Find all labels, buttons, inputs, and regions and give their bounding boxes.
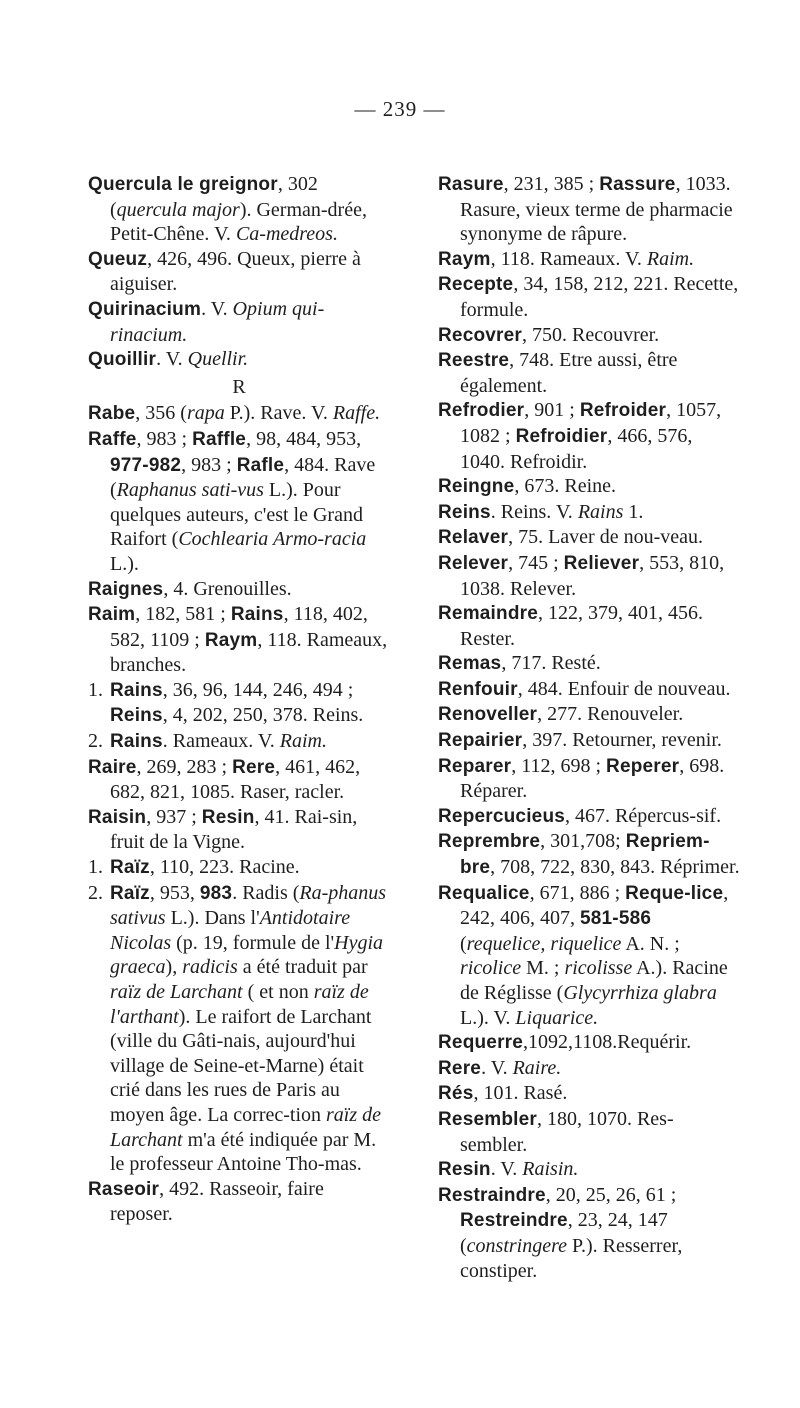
entry-text: , 466, 576, 1040. Refroidir. [460,424,693,473]
headword: Requerre [438,1032,524,1054]
entry-text: , 983 ; [136,427,193,450]
entry-text: , 698. Réparer. [460,754,725,803]
entry-text: , 269, 283 ; [136,755,233,778]
headword: Requalice [438,882,530,904]
entry-text: . V. [481,1056,513,1079]
dictionary-entry [438,651,740,677]
italic-text: Ca-medreos. [235,223,338,246]
entry-text: , 182, 581 ; [135,603,231,626]
entry-text: , 118, 402, 582, 1109 ; [110,603,368,651]
headword: 977-982 [110,454,182,476]
entry-text: (p. 19, formule de l' [171,931,335,954]
entry-text: , 426, 496. Queux, pierre à aiguiser. [110,247,361,296]
italic-text: quercula major [116,198,240,221]
italic-text: raïz de Larchant [110,1103,382,1151]
entry-text: L.). Dans l' [165,907,260,930]
headword: Reque-lice [625,882,724,904]
entry-text: . Reins. V. [490,500,578,523]
headword: Reins [438,501,491,523]
headword: Raisin [88,806,147,828]
entry-text: L.). Pour quelques auteurs, c'est le Grand Raifort ( [110,479,363,551]
entry-text: ( et non [242,981,314,1003]
italic-text: Rains [577,500,624,523]
headword: Queuz [88,248,148,270]
dictionary-entry [438,677,740,703]
italic-text: Raphanus sati-vus [116,479,264,502]
headword: Rains [110,731,163,753]
headword: Recepte [438,274,514,296]
dictionary-entry [438,754,740,804]
dictionary-entry [438,702,740,728]
entry-text: , 98, 484, 953, [246,427,362,450]
headword: Raffle [192,428,247,450]
entry-text: , 101. Rasé. [473,1082,568,1105]
entry-text: , 34, 158, 212, 221. Recette, formule. [460,273,739,321]
entry-text: P.). Rave. V. [224,402,333,425]
headword: Raseoir [88,1178,160,1200]
dictionary-entry [438,829,740,880]
entry-text: ). German-drée, Petit-Chêne. V. [110,198,367,246]
dictionary-entry [438,601,740,651]
italic-text: raïz de Larchant [110,981,243,1003]
dictionary-entry [438,500,740,526]
entry-text: , 901 ; [524,399,580,422]
headword: Reins [110,705,163,727]
dictionary-entry [88,729,390,755]
headword: Raïz [110,857,150,879]
entry-text: , 122, 379, 401, 456. Rester. [460,602,704,650]
headword: Raffe [88,428,137,450]
headword: Repairier [438,730,523,752]
entry-text: m'a été indiquée par M. le professeur Antoine Tho-mas. [110,1128,377,1176]
dictionary-entry [438,1081,740,1107]
headword: Rere [232,756,276,778]
dictionary-entry [88,855,390,881]
headword: Reparer [438,755,512,777]
dictionary-entry [438,525,740,551]
entry-number: 2. [88,730,103,753]
entry-text: , 708, 722, 830, 843. Réprimer. [490,856,740,879]
dictionary-entry [438,247,740,273]
entry-text: 1. [623,500,644,523]
entry-text: , 301,708; [540,830,626,853]
italic-text: Raim. [646,247,695,270]
entry-text: . V. [156,348,188,371]
entry-text: , 461, 462, 682, 821, 1085. Raser, racler. [110,755,361,804]
headword: Rains [110,679,163,701]
headword: Relaver [438,527,509,549]
headword: Refroidier [515,425,608,447]
dictionary-entry [88,678,390,729]
headword: Resin [201,806,255,828]
headword: Raignes [88,578,164,600]
entry-text: , 983 ; [181,453,237,476]
entry-text: , 484. Enfouir de nouveau. [517,677,731,700]
letter-heading: R [232,375,246,398]
entry-number: 1. [88,856,103,879]
dictionary-entry [88,401,390,427]
entry-text: ), [165,956,183,979]
italic-text: ricolice [460,957,522,980]
headword: Rabe [88,403,136,425]
italic-text: requelice, riquelice [466,932,622,955]
entry-text: , 36, 96, 144, 246, 494 ; [162,678,354,701]
dictionary-entry [88,805,390,855]
headword: Quirinacium [88,298,202,320]
dictionary-entry [88,427,390,577]
dictionary-entry [88,577,390,603]
headword: Raim [88,604,136,626]
italic-text: Raim. [279,730,327,753]
headword: Rains [230,604,284,626]
headword: Rere [438,1057,482,1079]
headword: Raire [88,756,137,778]
italic-text: rapa [186,402,225,425]
italic-text: Hygia graeca [110,931,384,979]
dictionary-entry [88,297,390,347]
headword: Reestre [438,350,510,372]
dictionary-entry [88,755,390,805]
left-column [88,172,390,1227]
entry-text: A.). Racine de Réglisse ( [460,957,728,1004]
italic-text: Liquarice. [515,1006,599,1029]
dictionary-entry [88,881,390,1177]
entry-text: , 75. Laver de nou-veau. [508,526,703,549]
entry-text: , 484. Rave ( [110,453,376,502]
dictionary-entry [438,172,740,247]
headword: Raïz [110,882,150,904]
entry-number: 2. [88,881,103,904]
entry-text: L.). V. [460,1006,516,1029]
dictionary-entry [438,1107,740,1157]
headword: Remas [438,653,502,675]
headword: Resembler [438,1108,537,1130]
headword: Relever [438,552,509,574]
entry-text: , 717. Resté. [501,652,601,675]
headword: Renoveller [438,704,538,726]
entry-text: L.). [110,552,139,575]
italic-text: ricolisse [564,957,633,980]
headword: Quoillir [88,349,157,371]
dictionary-entry [88,347,390,373]
italic-text: Raffe. [332,402,381,425]
headword: Refroider [579,400,667,422]
entry-text: a été traduit par [237,956,368,979]
entry-text: , 242, 406, 407, [460,881,729,930]
entry-text: , 750. Recouvrer. [521,323,660,346]
entry-text: , 397. Retourner, revenir. [522,729,722,752]
dictionary-entry [88,602,390,678]
headword: Reprembre [438,831,541,853]
entry-text: , 356 ( [135,402,187,425]
italic-text: radicis [182,956,238,979]
entry-text: ( [460,932,467,955]
headword: Recovrer [438,324,522,346]
headword: Reperer [606,755,680,777]
dictionary-entry [438,474,740,500]
entry-text: , 4, 202, 250, 378. Reins. [162,704,364,727]
entry-text: , 180, 1070. Res-sembler. [460,1107,674,1156]
dictionary-entry [438,1157,740,1183]
entry-text: , 231, 385 ; [503,173,600,195]
dictionary-entry [88,172,390,247]
entry-text: , 4. Grenouilles. [163,577,292,600]
entry-text: , 1033. Rasure, vieux terme de pharmacie synonyme de râpure. [460,173,733,246]
headword: Resin [438,1159,491,1181]
headword: Repercucieus [438,805,566,827]
entry-text: . V. [490,1158,523,1181]
page-number: — 239 — [354,97,446,121]
entry-text: , 302 ( [110,173,318,221]
entry-text: A. N. ; [621,932,680,955]
entry-text: P.). Resserrer, constiper. [460,1234,683,1282]
headword: Refrodier [438,400,525,422]
italic-text: Ra-phanus sativus [110,881,387,930]
entry-text: . V. [201,297,233,320]
entry-text: , 671, 886 ; [529,881,626,904]
entry-text: , 23, 24, 147 ( [460,1209,668,1257]
entry-text: , 553, 810, 1038. Relever. [460,551,725,600]
headword: Renfouir [438,678,518,700]
entry-text: , 467. Répercus-sif. [565,804,722,827]
dictionary-entry [438,728,740,754]
entry-text: , 1057, 1082 ; [460,399,722,447]
entry-text: M. ; [521,957,565,980]
italic-text: Cochlearia Armo-racia [178,528,367,551]
italic-text: Quellir. [187,348,249,371]
entry-text: , 745 ; [508,551,564,574]
entry-text: , 673. Reine. [514,475,617,498]
headword: Restraindre [438,1184,546,1206]
entry-text: , 41. Rai-sin, fruit de la Vigne. [110,805,358,854]
italic-text: Raisin. [522,1158,579,1181]
dictionary-entry [438,348,740,398]
entry-text: , 118. Rameaux. V. [490,247,647,270]
headword: Rassure [599,174,676,195]
dictionary-entry [438,1183,740,1283]
headword: 581-586 [580,908,652,930]
entry-text: , 118. Rameaux, branches. [110,628,388,677]
headword: Remaindre [438,603,539,625]
dictionary-entry [438,323,740,349]
entry-text: , 748. Etre aussi, être également. [460,349,678,397]
dictionary-entry [438,551,740,601]
headword: Reingne [438,476,515,498]
dictionary-entry [438,272,740,322]
entry-text: . Radis ( [232,881,300,904]
entry-text: ,1092,1108.Requérir. [523,1031,692,1054]
entry-text: , 110, 223. Racine. [149,856,300,879]
entry-text: , 953, [149,881,200,904]
italic-text: Antidotaire Nicolas [110,907,351,954]
dictionary-entry [88,1177,390,1227]
dictionary-entry [438,1030,740,1056]
dictionary-entry [88,247,390,297]
entry-text: . Rameaux. V. [162,730,280,753]
entry-number: 1. [88,678,103,701]
headword: Rés [438,1083,474,1105]
dictionary-entry [438,881,740,1031]
italic-text: constringere [466,1234,568,1257]
headword: Rasure [438,174,504,195]
headword: Quercula le greignor [88,174,278,195]
entry-text: , 937 ; [146,805,202,828]
headword: Restreindre [460,1210,568,1232]
italic-text: Glycyrrhiza glabra [563,982,717,1004]
entry-text: , 112, 698 ; [511,754,607,777]
entry-text: ). Le raifort de Larchant (ville du Gâti-nais, aujourd'hui village de Seine-et-Marne) était crié dans les rues de Paris au moyen âge. La correc-tion [110,1005,372,1126]
right-column [438,172,740,1283]
entry-text: , 277. Renouveler. [537,703,684,726]
dictionary-entry [438,804,740,830]
headword: Repriem-bre [460,831,710,879]
headword: Reliever [563,552,640,574]
entry-text: , 20, 25, 26, 61 ; [545,1183,677,1206]
italic-text: raïz de l'arthant [110,981,369,1028]
headword: Raym [204,629,258,651]
italic-text: Raire. [512,1056,562,1079]
headword: Raym [438,248,491,270]
dictionary-entry [438,1056,740,1082]
headword: 983 [199,882,233,904]
italic-text: Opium qui-rinacium. [110,297,325,346]
headword: Rafle [236,454,285,476]
dictionary-entry [438,398,740,474]
entry-text: , 492. Rasseoir, faire reposer. [110,1177,324,1226]
